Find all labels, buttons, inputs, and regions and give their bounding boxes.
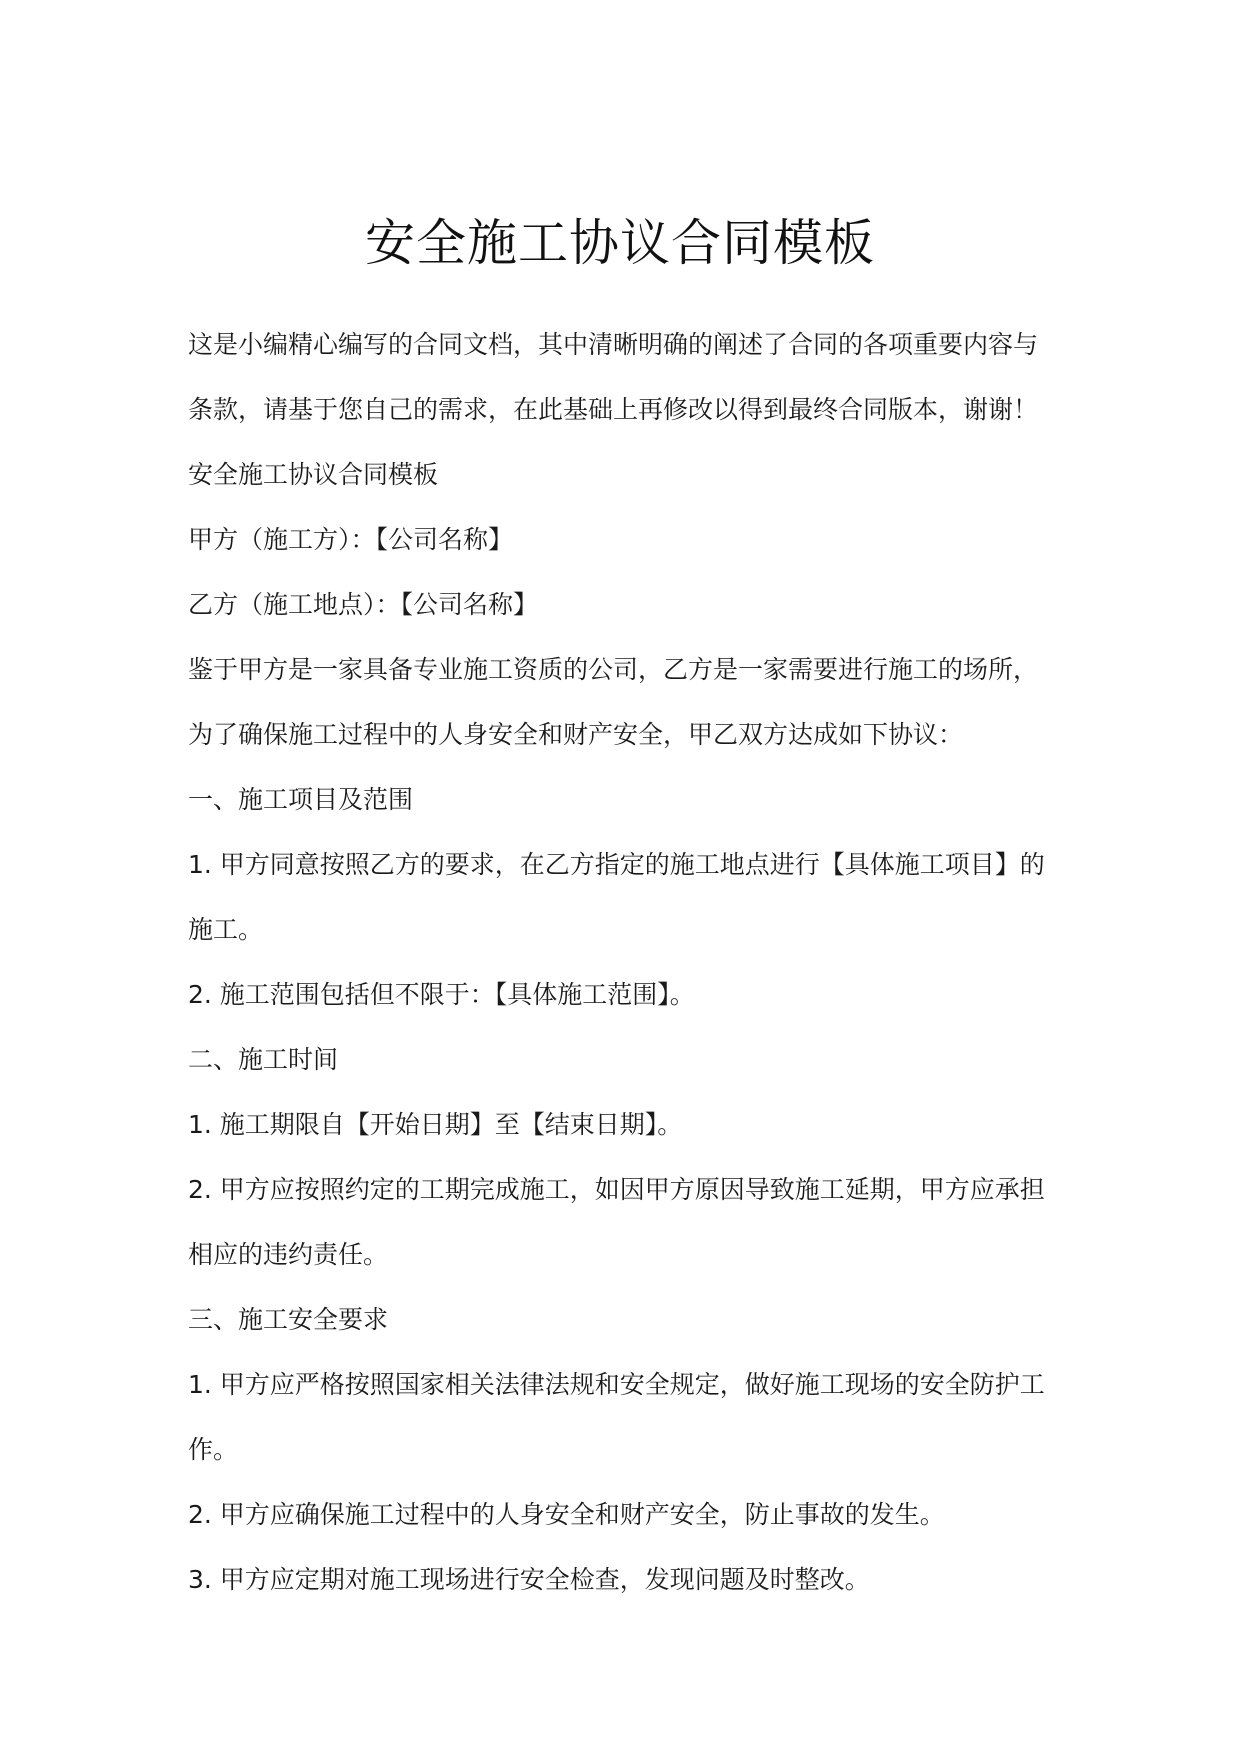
clause-2-1: 1. 施工期限自【开始日期】至【结束日期】。	[188, 1110, 683, 1139]
preamble-line-1: 鉴于甲方是一家具备专业施工资质的公司，乙方是一家需要进行施工的场所，	[188, 655, 1039, 684]
party-a-line: 甲方（施工方）：【公司名称】	[188, 525, 514, 554]
clause-2-2-line-2: 相应的违约责任。	[188, 1240, 389, 1269]
clause-3-2: 2. 甲方应确保施工过程中的人身安全和财产安全，防止事故的发生。	[188, 1500, 945, 1529]
clause-1-2: 2. 施工范围包括但不限于：【具体施工范围】。	[188, 980, 695, 1009]
clause-3-3: 3. 甲方应定期对施工现场进行安全检查，发现问题及时整改。	[188, 1565, 870, 1594]
subtitle-line: 安全施工协议合同模板	[188, 460, 439, 489]
section-heading-2: 二、施工时间	[188, 1045, 339, 1074]
document-title: 安全施工协议合同模板	[365, 214, 875, 272]
clause-2-2-line-1: 2. 甲方应按照约定的工期完成施工，如因甲方原因导致施工延期，甲方应承担	[188, 1175, 1045, 1204]
clause-1-1-line-2: 施工。	[188, 915, 264, 944]
preamble-line-2: 为了确保施工过程中的人身安全和财产安全，甲乙双方达成如下协议：	[188, 720, 964, 749]
document-body	[188, 312, 1058, 1612]
clause-1-1-line-1: 1. 甲方同意按照乙方的要求，在乙方指定的施工地点进行【具体施工项目】的	[188, 850, 1045, 879]
intro-line-2: 条款，请基于您自己的需求，在此基础上再修改以得到最终合同版本，谢谢！	[188, 395, 1039, 424]
section-heading-3: 三、施工安全要求	[188, 1305, 389, 1334]
section-heading-1: 一、施工项目及范围	[188, 785, 414, 814]
clause-3-1-line-2: 作。	[188, 1435, 239, 1464]
intro-line-1: 这是小编精心编写的合同文档，其中清晰明确的阐述了合同的各项重要内容与	[188, 330, 1039, 359]
party-b-line: 乙方（施工地点）：【公司名称】	[188, 590, 539, 619]
clause-3-1-line-1: 1. 甲方应严格按照国家相关法律法规和安全规定，做好施工现场的安全防护工	[188, 1370, 1045, 1399]
